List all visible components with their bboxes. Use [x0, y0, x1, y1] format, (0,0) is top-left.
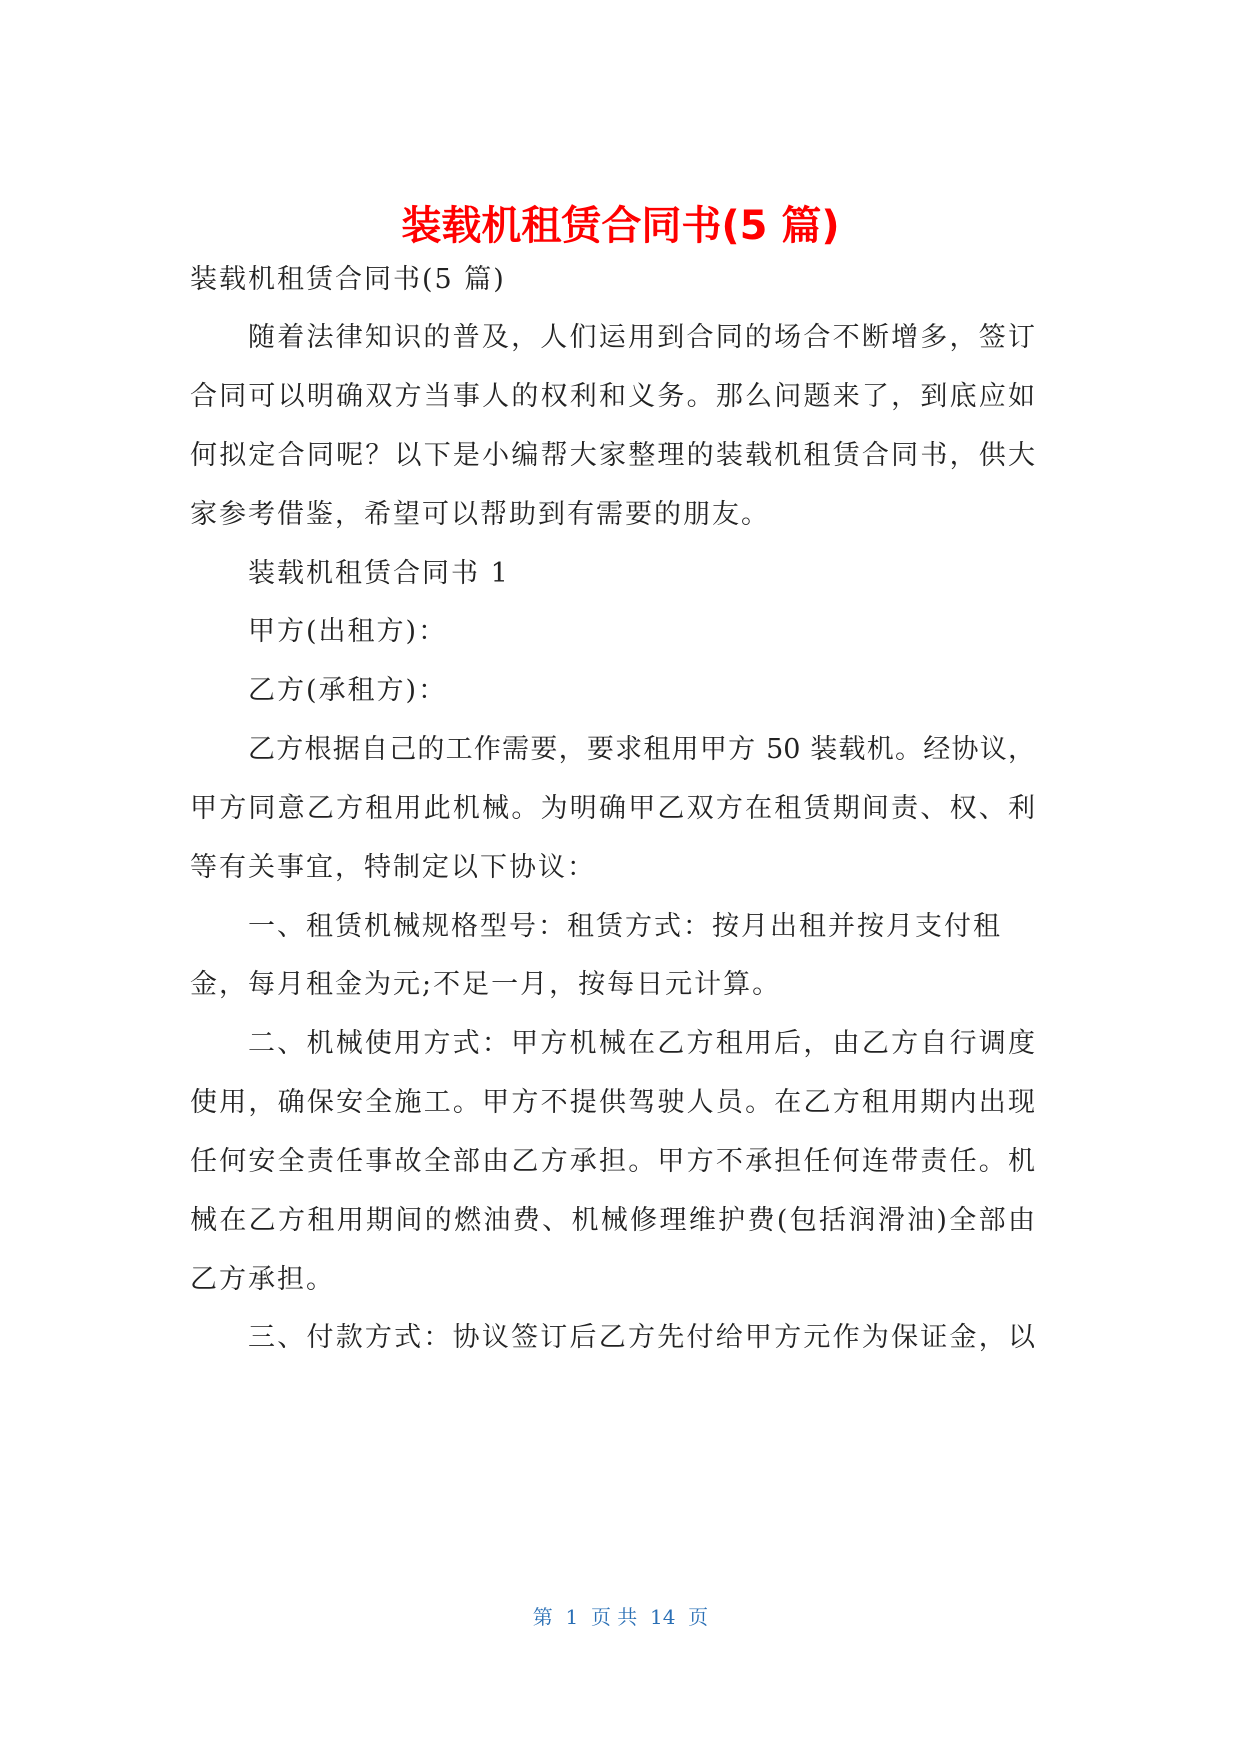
- document-subtitle: 装载机租赁合同书(5 篇): [190, 264, 506, 295]
- clause-line: 械在乙方租用期间的燃油费、机械修理维护费(包括润滑油)全部由: [190, 1205, 1035, 1236]
- party-a-line: 甲方(出租方)：: [248, 616, 448, 647]
- paragraph-line: 家参考借鉴，希望可以帮助到有需要的朋友。: [190, 499, 770, 530]
- section-heading: 装载机租赁合同书 1: [248, 558, 510, 589]
- party-b-line: 乙方(承租方)：: [248, 675, 448, 706]
- clause-line: 金，每月租金为元;不足一月，按每日元计算。: [190, 969, 782, 1000]
- paragraph-line: 等有关事宜，特制定以下协议：: [190, 852, 596, 883]
- paragraph-line: 甲方同意乙方租用此机械。为明确甲乙双方在租赁期间责、权、利: [190, 793, 1035, 824]
- clause-line: 一、租赁机械规格型号：租赁方式：按月出租并按月支付租: [248, 911, 1002, 942]
- paragraph-line: 合同可以明确双方当事人的权利和义务。那么问题来了，到底应如: [190, 381, 1035, 412]
- paragraph-line: 随着法律知识的普及，人们运用到合同的场合不断增多，签订: [248, 322, 1035, 353]
- clause-line: 二、机械使用方式：甲方机械在乙方租用后，由乙方自行调度: [248, 1028, 1035, 1059]
- clause-line: 乙方承担。: [190, 1264, 335, 1295]
- clause-line: 任何安全责任事故全部由乙方承担。甲方不承担任何连带责任。机: [190, 1146, 1035, 1177]
- document-title: 装载机租赁合同书(5 篇): [401, 203, 840, 249]
- clause-line: 使用，确保安全施工。甲方不提供驾驶人员。在乙方租用期内出现: [190, 1087, 1035, 1118]
- page-number-footer: 第 1 页 共 14 页: [532, 1605, 709, 1629]
- paragraph-line: 乙方根据自己的工作需要，要求租用甲方 50 装载机。经协议，: [248, 734, 1035, 765]
- paragraph-line: 何拟定合同呢？以下是小编帮大家整理的装载机租赁合同书，供大: [190, 440, 1035, 471]
- clause-line: 三、付款方式：协议签订后乙方先付给甲方元作为保证金，以: [248, 1322, 1035, 1353]
